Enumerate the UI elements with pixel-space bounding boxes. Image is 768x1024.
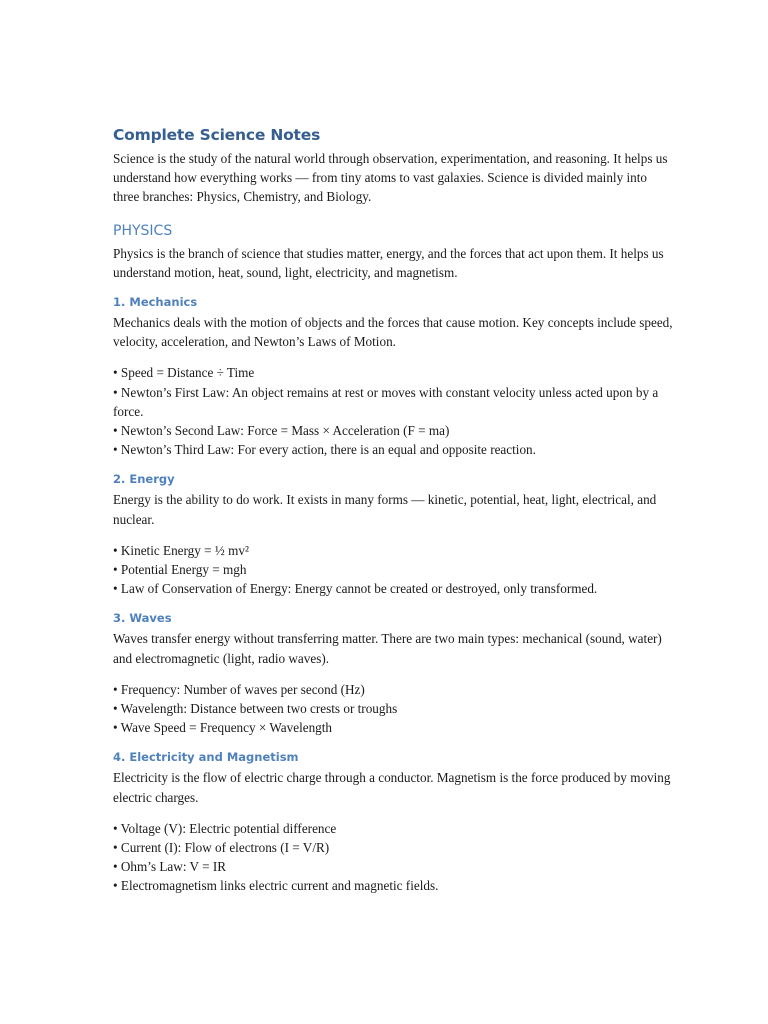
list-item: • Newton’s First Law: An object remains at rest or moves with constant velocity unless acted upon by a force.	[113, 384, 659, 419]
list-item: • Potential Energy = mgh	[113, 562, 247, 578]
section-heading-electricity-magnetism: 4. Electricity and Magnetism	[113, 750, 299, 765]
bullet-list-waves	[113, 680, 673, 738]
section-body-mechanics: Mechanics deals with the motion of objects and the forces that cause motion. Key concepts include speed, velocity, acceleration, and Newton’s Laws of Motion.	[113, 315, 673, 350]
document-page	[113, 124, 673, 896]
list-item: • Law of Conservation of Energy: Energy cannot be created or destroyed, only transformed.	[113, 581, 598, 597]
section-body-electricity-magnetism: Electricity is the flow of electric charge through a conductor. Magnetism is the force produced by moving electric charges.	[113, 770, 671, 805]
list-item: • Ohm’s Law: V = IR	[113, 859, 227, 875]
section-body-energy: Energy is the ability to do work. It exists in many forms — kinetic, potential, heat, light, electrical, and nuclear.	[113, 492, 657, 527]
physics-intro: Physics is the branch of science that studies matter, energy, and the forces that act upon them. It helps us understand motion, heat, sound, light, electricity, and magnetism.	[113, 245, 664, 280]
intro-paragraph: Science is the study of the natural world through observation, experimentation, and reasoning. It helps us understand how everything works — from tiny atoms to vast galaxies. Science is divided mainly into three branches: Physics, Chemistry, and Biology.	[113, 151, 668, 205]
section-heading-energy: 2. Energy	[113, 472, 175, 487]
section-heading-waves: 3. Waves	[113, 611, 172, 626]
list-item: • Wave Speed = Frequency × Wavelength	[113, 720, 333, 736]
bullet-list-energy	[113, 541, 673, 599]
list-item: • Newton’s Second Law: Force = Mass × Acceleration (F = ma)	[113, 423, 450, 439]
list-item: • Wavelength: Distance between two crests or troughs	[113, 701, 398, 717]
section-body-waves: Waves transfer energy without transferring matter. There are two main types: mechanical (sound, water) and electromagnetic (light, radio waves).	[113, 631, 662, 666]
list-item: • Speed = Distance ÷ Time	[113, 365, 255, 381]
list-item: • Current (I): Flow of electrons (I = V/R)	[113, 840, 330, 856]
list-item: • Kinetic Energy = ½ mv²	[113, 542, 249, 558]
list-item: • Newton’s Third Law: For every action, there is an equal and opposite reaction.	[113, 442, 536, 458]
document-title: Complete Science Notes	[113, 126, 321, 144]
list-item: • Voltage (V): Electric potential difference	[113, 820, 337, 836]
bullet-list-electricity-magnetism	[113, 819, 673, 896]
bullet-list-mechanics	[113, 363, 673, 459]
list-item: • Electromagnetism links electric current and magnetic fields.	[113, 878, 439, 894]
list-item: • Frequency: Number of waves per second (Hz)	[113, 681, 365, 697]
section-heading-mechanics: 1. Mechanics	[113, 295, 198, 310]
physics-heading: PHYSICS	[113, 222, 173, 239]
